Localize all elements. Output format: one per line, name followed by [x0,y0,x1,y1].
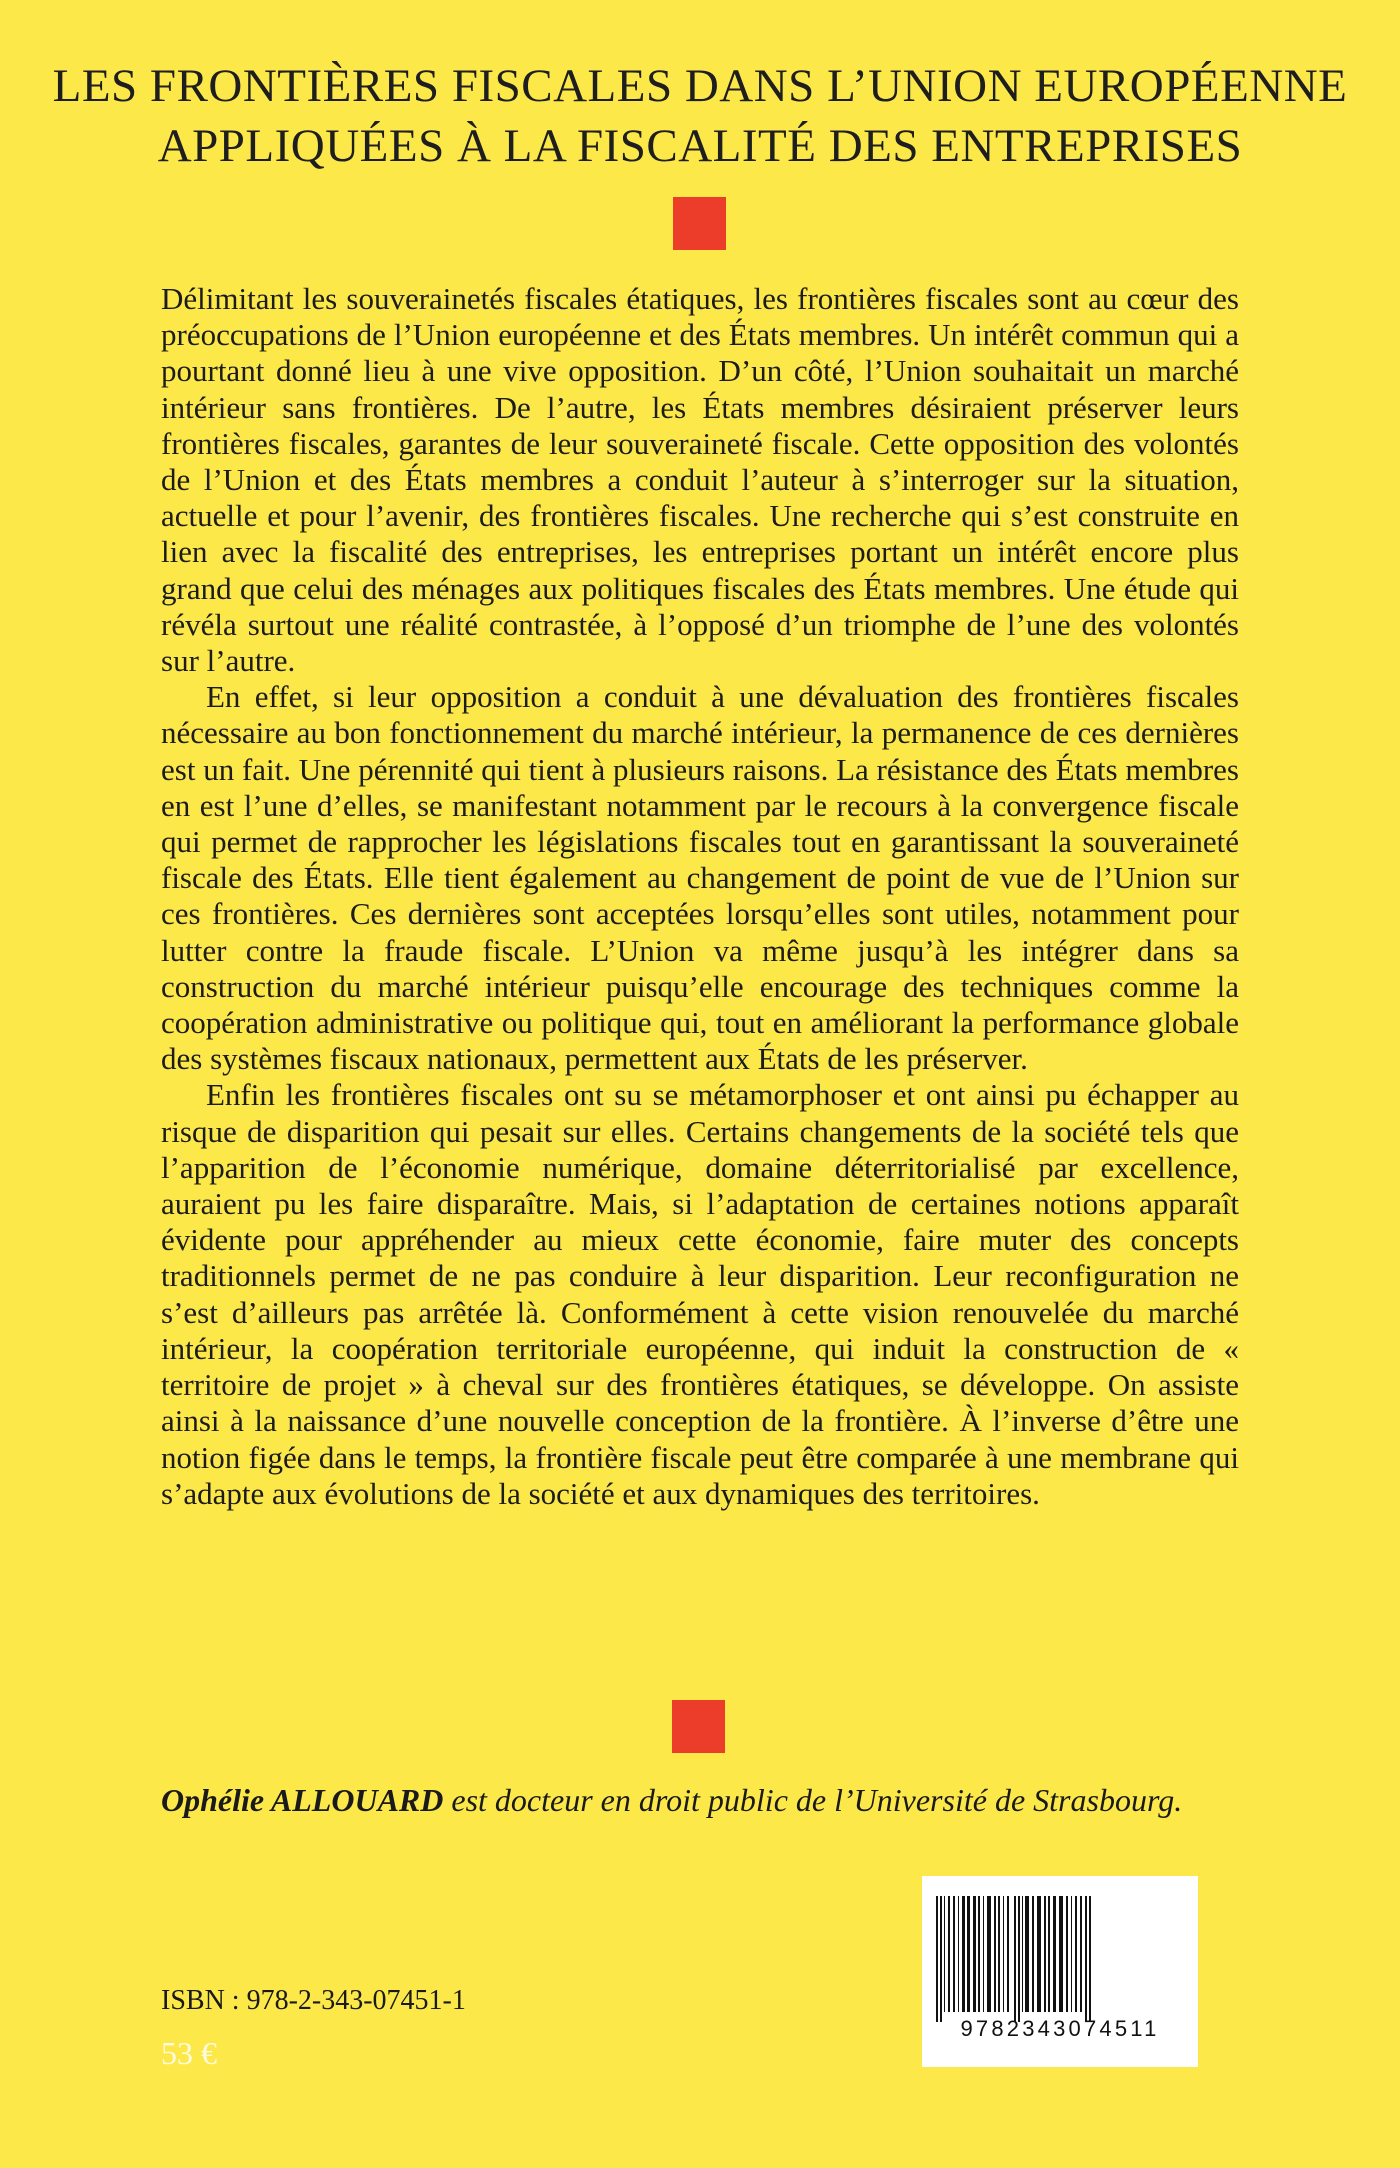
barcode-bar [1080,1896,1082,2012]
blurb-paragraph-2: En effet, si leur opposition a conduit à une dévaluation des frontières fiscales nécessaire au bon fonctionnement du marché intérieur, la permanence de ces dernières est un fait. Une pérennité qui tient à plusieurs raisons. La résistance des États membres en est l’une d’elles, se manifestant notamment par le recours à la convergence fiscale qui permet de rapprocher les législations fiscales tout en garantissant la souveraineté fiscale des États. Elle tient également au changement de point de vue de l’Union sur ces frontières. Ces dernières sont acceptées lorsqu’elles sont utiles, notamment pour lutter contre la fraude fiscale. L’Union va même jusqu’à les intégrer dans sa construction du marché intérieur puisqu’elle encourage des techniques comme la coopération administrative ou politique qui, tout en améliorant la performance globale des systèmes fiscaux nationaux, permettent aux États de les préserver. [161,679,1239,1077]
blurb-paragraph-3: Enfin les frontières fiscales ont su se métamorphoser et ont ainsi pu échapper au risque de disparition qui pesait sur elles. Certains changements de la société tels que l’apparition de l’économie numérique, domaine déterritorialisé par excellence, auraient pu les faire disparaître. Mais, si l’adaptation de certaines notions apparaît évidente pour appréhender au mieux cette économie, faire muter des concepts traditionnels permet de ne pas conduire à leur disparition. Leur reconfiguration ne s’est d’ailleurs pas arrêtée là. Conformément à cette vision renouvelée du marché intérieur, la coopération territoriale européenne, qui induit la construction de « territoire de projet » à cheval sur des frontières étatiques, se développe. On assiste ainsi à la naissance d’une nouvelle conception de la frontière. À l’inverse d’être une notion figée dans le temps, la frontière fiscale peut être comparée à une membrane qui s’adapte aux évolutions de la société et aux dynamiques des territoires. [161,1077,1239,1511]
title-line-1: LES FRONTIÈRES FISCALES DANS L’UNION EUROPÉENNE [52,60,1348,112]
barcode-bar [967,1896,970,2012]
barcode-bar [1066,1896,1068,2012]
barcode-bar [1032,1896,1034,2012]
barcode-bar [998,1896,1000,2012]
barcode-bar [1003,1896,1004,2012]
barcode-bar [1085,1896,1087,2022]
barcode-bar [1059,1896,1063,2012]
barcode-bar [1071,1896,1072,2012]
barcode-bar [1048,1896,1050,2012]
isbn: ISBN : 978-2-343-07451-1 [161,1985,466,2016]
barcode-bar [973,1896,976,2012]
barcode-bar [953,1896,955,2012]
title-line-2: APPLIQUÉES À LA FISCALITÉ DES ENTREPRISES [157,120,1243,172]
barcode-bar [1089,1896,1091,2022]
barcode-bar [987,1896,991,2012]
blurb-paragraph-1: Délimitant les souverainetés fiscales étatiques, les frontières fiscales sont au cœur des préoccupations de l’Union européenne et des États membres. Un intérêt commun qui a pourtant donné lieu à une vive opposition. D’un côté, l’Union souhaitait un marché intérieur sans frontières. De l’autre, les États membres désiraient préserver leurs frontières fiscales, garantes de leur souveraineté fiscale. Cette opposition des volontés de l’Union et des États membres a conduit l’auteur à s’interroger sur la situation, actuelle et pour l’avenir, des frontières fiscales. Une recherche qui s’est construite en lien avec la fiscalité des entreprises, les entreprises portant un intérêt encore plus grand que celui des ménages aux politiques fiscales des États membres. Une étude qui révéla surtout une réalité contrastée, à l’opposé d’un triomphe de l’une des volontés sur l’autre. [161,281,1239,679]
barcode-digits: 9782343074511 [960,2016,1160,2041]
barcode-bar [1018,1896,1020,2022]
author-bio [161,1781,1239,1819]
red-square-ornament-top [673,197,726,250]
barcode-bar [1025,1896,1029,2012]
barcode-bar [1044,1896,1046,2012]
barcode-bar [1014,1896,1016,2022]
author-name: Ophélie ALLOUARD [161,1782,444,1818]
barcode-bar [978,1896,980,2012]
barcode-bar [948,1896,950,2012]
barcode-bar [940,1896,942,2022]
barcode-bar [983,1896,984,2012]
barcode-bar [994,1896,996,2012]
barcode-bar [944,1896,945,2012]
barcode [922,1876,1198,2067]
blurb-text [161,281,1239,1512]
barcode-bar [958,1896,959,2012]
barcode-bar [1075,1896,1077,2012]
price: 53 € [161,2035,217,2071]
barcode-bar [962,1896,965,2012]
barcode-bar [936,1896,938,2022]
barcode-bar [1022,1896,1023,2012]
barcode-bar [1037,1896,1041,2012]
barcode-bar [1053,1896,1056,2012]
author-bio-text: est docteur en droit public de l’Université de Strasbourg. [443,1782,1183,1818]
red-square-ornament-bottom [672,1700,725,1753]
book-title [0,56,1400,176]
barcode-bar [1007,1896,1009,2012]
